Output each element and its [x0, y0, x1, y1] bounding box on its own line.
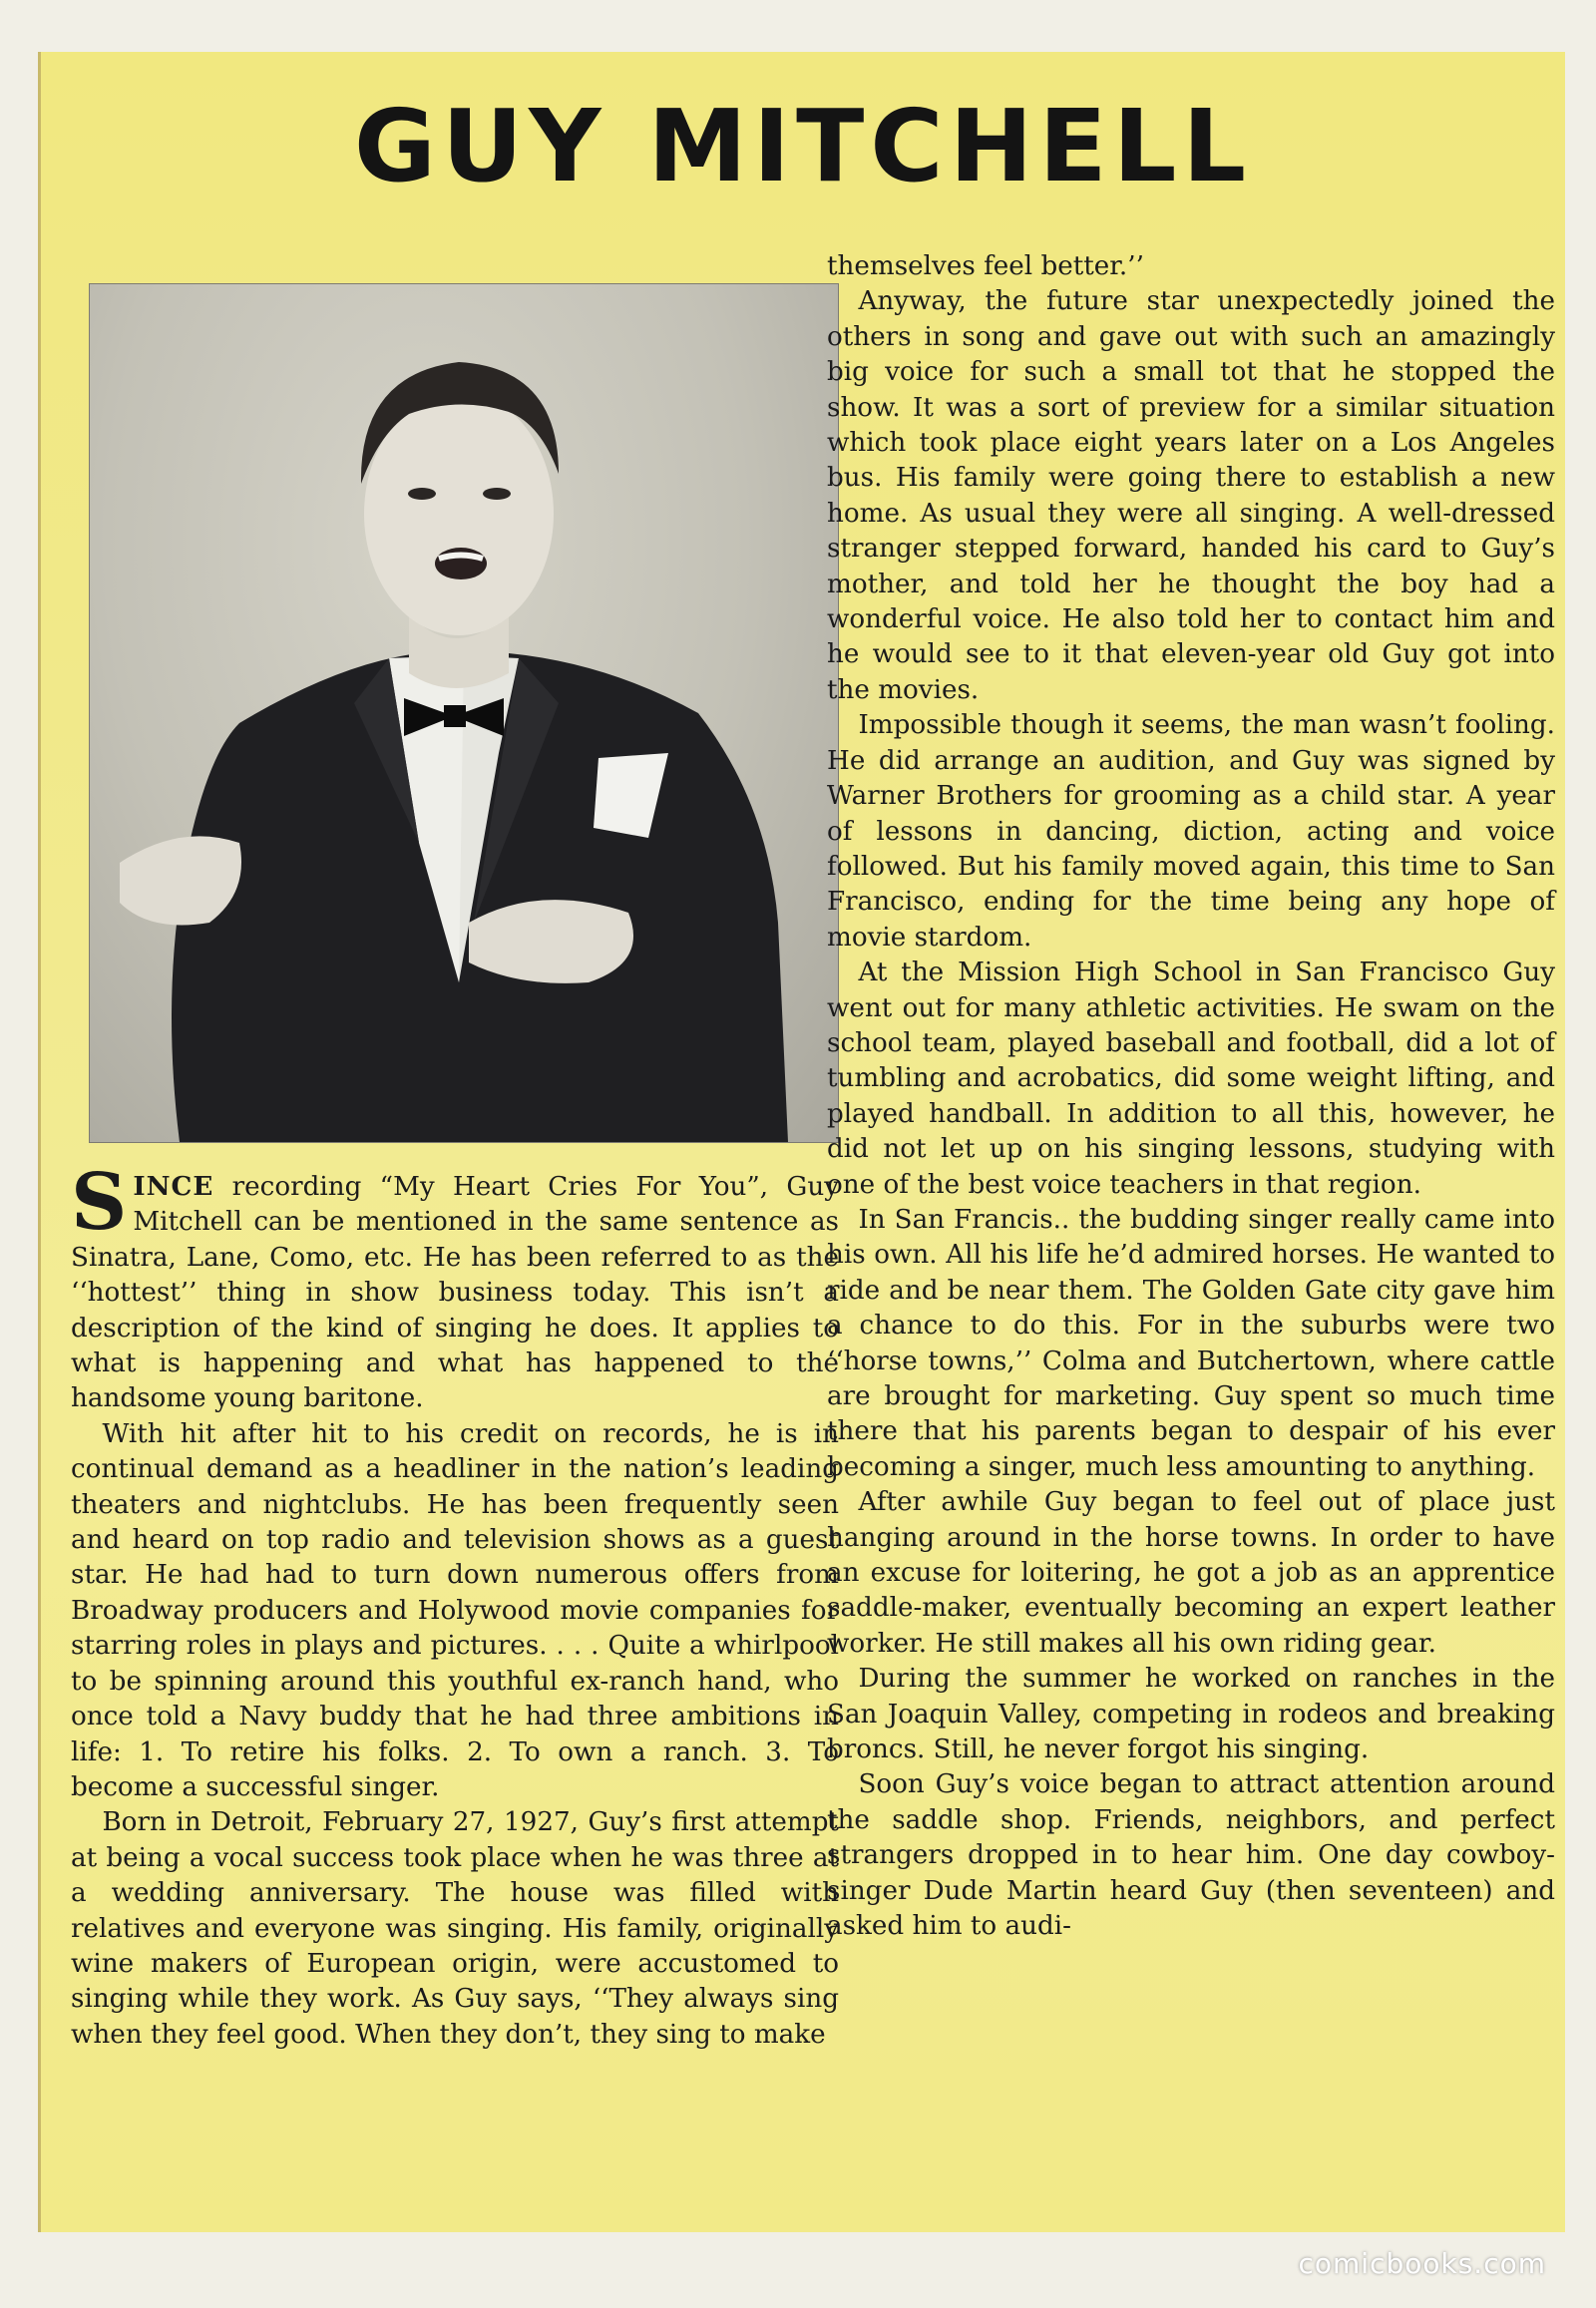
site-watermark: comicbooks.com — [1298, 2247, 1546, 2280]
right-article-column — [827, 249, 1555, 2234]
drop-cap: S — [71, 1157, 128, 1248]
paragraph: In San Francis.. the budding singer really came into his own. All his life he’d admired horses. He wanted to ride and be near them. The Golden Gate city gave him a chance to do this. For in the suburbs were two ‘‘horse towns,’’ Colma and Butchertown, where cattle are brought for marketing. Guy spent so much time there that his parents began to despair of his ever becoming a singer, much less amounting to anything. — [827, 1204, 1555, 1482]
paragraph: Soon Guy’s voice began to attract attention around the saddle shop. Friends, neighbors, and perfect strangers dropped in to hear him. One day cowboy-singer Dude Martin heard Guy (then seventeen) and asked him to audi- — [827, 1769, 1555, 1942]
paragraph: After awhile Guy began to feel out of place just hanging around in the horse towns. In order to have an excuse for loitering, he got a job as an apprentice saddle-maker, eventually becoming an expert leather worker. He still makes all his own riding gear. — [827, 1487, 1555, 1659]
portrait-photo — [89, 283, 839, 1143]
lead-caps: INCE — [133, 1171, 214, 1202]
paragraph: Born in Detroit, February 27, 1927, Guy’s first attempt at being a vocal success took place when he was three at a wedding anniversary. The house was filled with relatives and everyone was singing. His family, originally wine makers of European origin, were accustomed to singing while they work. As Guy says, ‘‘They always sing when they feel good. When they don’t, they sing to make — [71, 1807, 839, 2050]
paragraph-text: recording “My Heart Cries For You”, Guy Mitchell can be mentioned in the same sentence as Sinatra, Lane, Como, etc. He has been referred to as the ‘‘hottest’’ thing in show business today. This isn’t a description of the kind of singing he does. It applies to what is happening and what has happened to the handsome young baritone. — [71, 1172, 839, 1414]
paragraph: Anyway, the future star unexpectedly joined the others in song and gave out with such an amazingly big voice for such a small tot that he stopped the show. It was a sort of preview for a similar situation which took place eight years later on a Los Angeles bus. His family were going there to establish a new home. As usual they were all singing. A well-dressed stranger stepped forward, handed his card to Guy’s mother, and told her he thought the boy had a wonderful voice. He also told her to contact him and he would see to it that eleven-year old Guy got into the movies. — [827, 286, 1555, 705]
paragraph: During the summer he worked on ranches in the San Joaquin Valley, competing in rodeos and breaking broncs. Still, he never forgot his singing. — [827, 1664, 1555, 1765]
paragraph: Impossible though it seems, the man wasn’t fooling. He did arrange an audition, and Guy was signed by Warner Brothers for grooming as a child star. A year of lessons in dancing, diction, acting and voice followed. But his family moved again, this time to San Francisco, ending for the time being any hope of movie stardom. — [827, 710, 1555, 953]
paragraph: With hit after hit to his credit on records, he is in continual demand as a headliner in the nation’s leading theaters and nightclubs. He has been frequently seen and heard on top radio and television shows as a guest star. He had had to turn down numerous offers from Broadway producers and Holywood movie companies for starring roles in plays and pictures. . . . Quite a whirlpool to be spinning around this youthful ex-ranch hand, who once told a Navy buddy that he had three ambitions in life: 1. To retire his folks. 2. To own a ranch. 3. To become a successful singer. — [71, 1418, 839, 1802]
magazine-page — [38, 52, 1565, 2232]
paragraph — [71, 1157, 839, 1417]
article-title: GUY MITCHELL — [353, 88, 1253, 204]
singer-portrait-illustration — [90, 284, 838, 1142]
paragraph: At the Mission High School in San Francisco Guy went out for many athletic activities. He swam on the school team, played baseball and football, did a lot of tumbling and acrobatics, did some weight lifting, and played handball. In addition to all this, however, he did not let up on his singing lessons, studying with one of the best voice teachers in that region. — [827, 958, 1555, 1200]
left-article-column — [71, 1157, 839, 2226]
paragraph: themselves feel better.’’ — [827, 251, 1144, 281]
